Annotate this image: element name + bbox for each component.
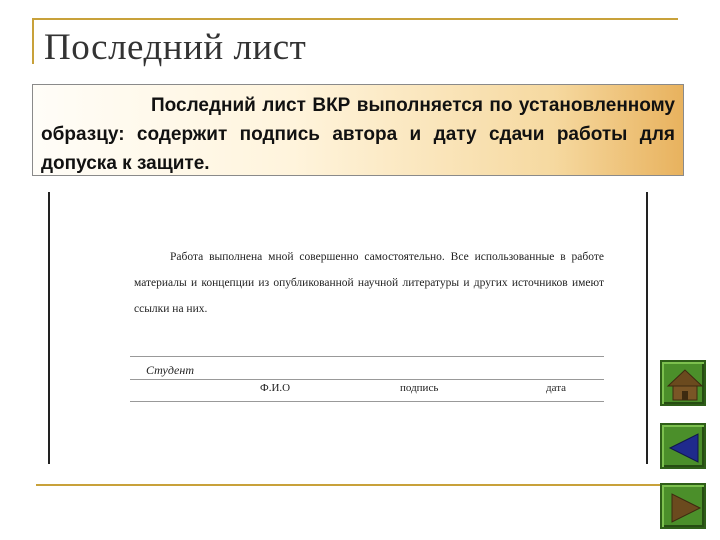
home-icon <box>666 366 704 404</box>
slide-title: Последний лист <box>44 27 307 68</box>
next-slide-button[interactable] <box>660 483 706 529</box>
body-text: Последний лист ВКР выполняется по установленному образцу: содержит подпись автора и дату сдачи работы для допуска к защите. <box>41 95 675 174</box>
document-statement: Работа выполнена мной совершенно самостоятельно. Все использованные в работе материалы и концепции из опубликованной научной литературы и других источников имеют ссылки на них. <box>134 251 604 315</box>
date-label: дата <box>546 382 567 394</box>
signature-table <box>130 356 604 402</box>
home-button[interactable] <box>660 360 706 406</box>
triangle-right-icon <box>666 489 704 527</box>
body-textbox <box>32 84 684 176</box>
frame-top-line <box>32 18 678 20</box>
fio-label: Ф.И.О <box>260 382 291 394</box>
frame-left-line <box>32 18 34 64</box>
previous-slide-button[interactable] <box>660 423 706 469</box>
frame-bottom-line <box>36 484 686 486</box>
student-label: Студент <box>146 363 194 377</box>
document-image <box>48 192 648 464</box>
signature-label: подпись <box>400 382 439 394</box>
triangle-left-icon <box>666 429 704 467</box>
signature-line <box>130 379 604 380</box>
